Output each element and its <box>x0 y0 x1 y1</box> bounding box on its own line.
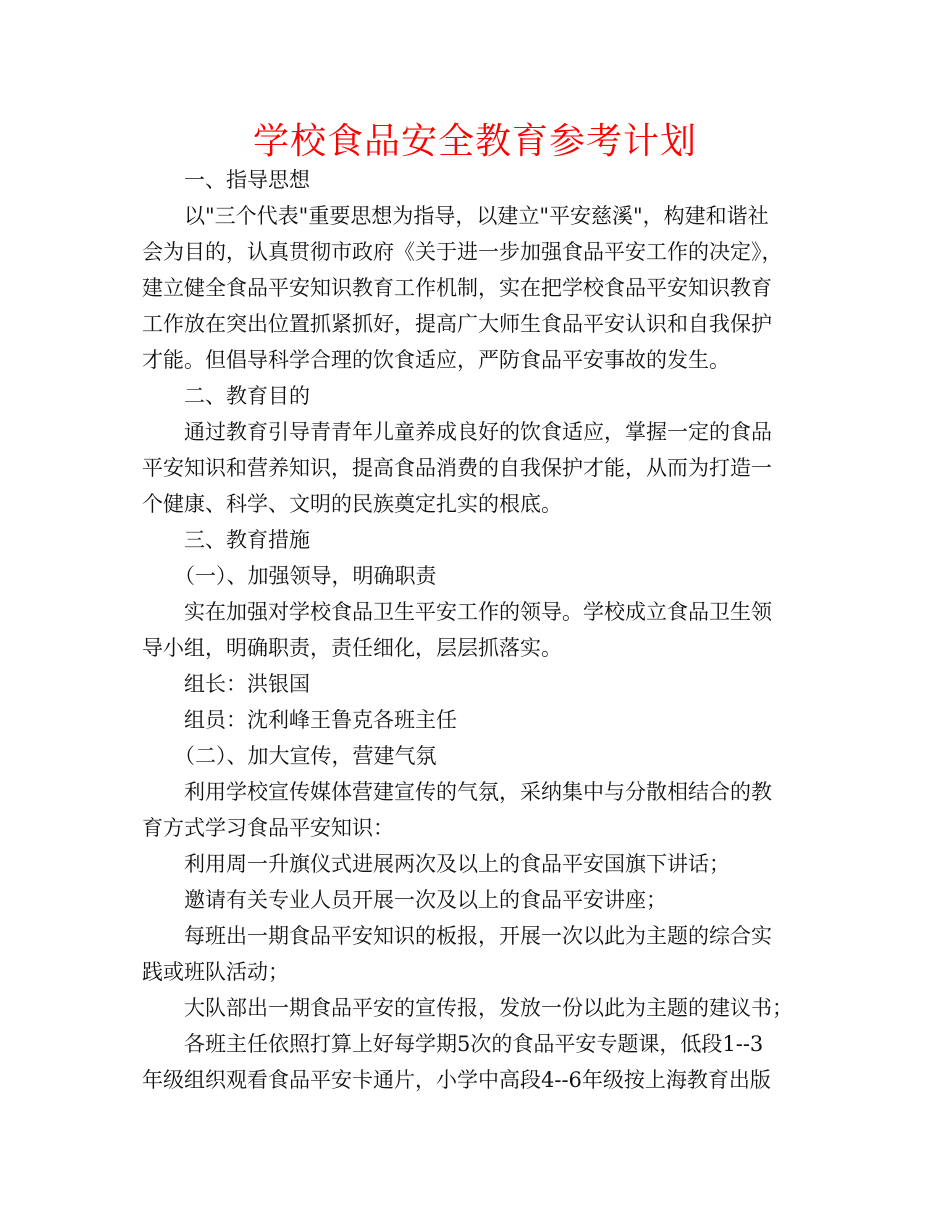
list-item: 每班出一期食品平安知识的板报，开展一次以此为主题的综合实 <box>184 924 772 948</box>
paragraph-line: 会为目的，认真贯彻市政府《关于进一步加强食品平安工作的决定》， <box>142 240 783 264</box>
document-body <box>142 162 818 1098</box>
paragraph-line: 以"三个代表"重要思想为指导，以建立"平安慈溪"，构建和谐社 <box>184 204 769 228</box>
subsection-heading: （一）、加强领导，明确职责 <box>174 564 437 588</box>
section-heading: 三、教育措施 <box>184 528 310 552</box>
paragraph-line: 导小组，明确职责，责任细化，层层抓落实。 <box>142 636 562 660</box>
list-item-continuation: 年级组织观看食品平安卡通片，小学中高段4--6年级按上海教育出版 <box>142 1068 771 1092</box>
document-title: 学校食品安全教育参考计划 <box>252 121 697 162</box>
paragraph-line: 利用学校宣传媒体营建宣传的气氛，采纳集中与分散相结合的教 <box>184 780 772 804</box>
list-item: 利用周一升旗仪式进展两次及以上的食品平安国旗下讲话； <box>184 852 730 876</box>
section-heading: 二、教育目的 <box>184 384 310 408</box>
leader-line: 组长：洪银国 <box>184 672 310 696</box>
section-heading: 一、指导思想 <box>184 168 310 192</box>
paragraph-line: 育方式学习食品平安知识： <box>142 816 394 840</box>
subsection-heading: （二）、加大宣传，营建气氛 <box>174 744 437 768</box>
list-item: 各班主任依照打算上好每学期5次的食品平安专题课，低段1--3 <box>184 1032 764 1056</box>
paragraph-line: 建立健全食品平安知识教育工作机制，实在把学校食品平安知识教育 <box>142 276 772 300</box>
paragraph-line: 实在加强对学校食品卫生平安工作的领导。学校成立食品卫生领 <box>184 600 772 624</box>
members-line: 组员：沈利峰王鲁克各班主任 <box>184 708 457 732</box>
paragraph-line: 个健康、科学、文明的民族奠定扎实的根底。 <box>142 492 562 516</box>
list-item-continuation: 践或班队活动； <box>142 960 289 984</box>
list-item: 大队部出一期食品平安的宣传报，发放一份以此为主题的建议书； <box>184 996 793 1020</box>
list-item: 邀请有关专业人员开展一次及以上的食品平安讲座； <box>184 888 667 912</box>
paragraph-line: 通过教育引导青青年儿童养成良好的饮食适应，掌握一定的食品 <box>184 420 772 444</box>
paragraph-line: 才能。但倡导科学合理的饮食适应，严防食品平安事故的发生。 <box>142 348 730 372</box>
paragraph-line: 平安知识和营养知识，提高食品消费的自我保护才能，从而为打造一 <box>142 456 772 480</box>
paragraph-line: 工作放在突出位置抓紧抓好，提高广大师生食品平安认识和自我保护 <box>142 312 772 336</box>
